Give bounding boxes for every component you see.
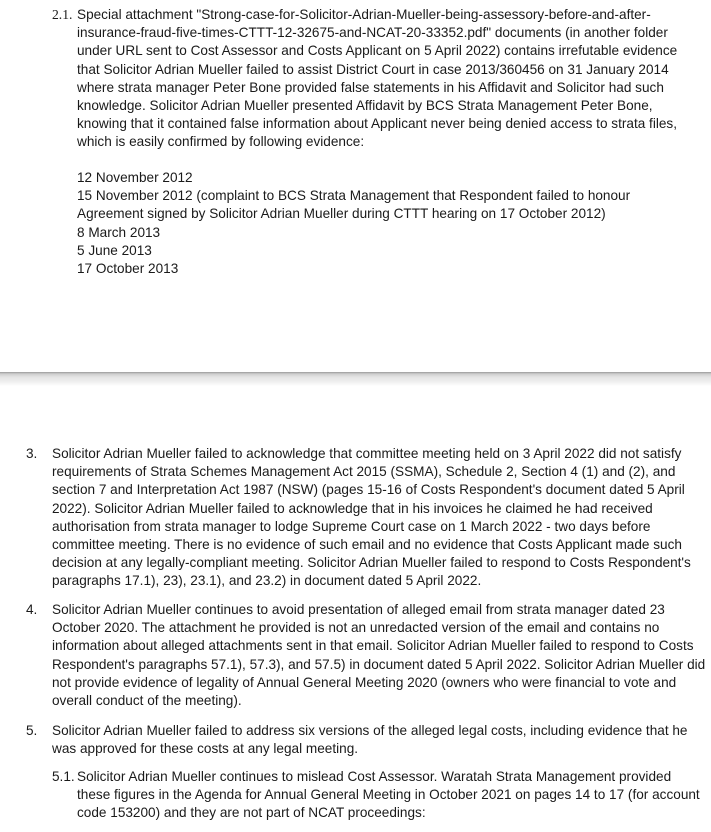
paragraph-text: Solicitor Adrian Mueller continues to avoid presentation of alleged email from strata manager dated 23 October 2020. The attachment he provided is not an unredacted version of the email and contains no information about alleged attachments sent in that email. Solicitor Adrian Mueller failed to respond to Costs Respondent's paragraphs 57.1), 57.3), and 57.5) in document dated 5 April 2022. Solicitor Adrian Mueller did not provide evidence of legality of Annual General Meeting 2020 (owners who were financial to vote and overall conduct of the meeting).: [52, 602, 706, 709]
subparagraph-number: 2.1.: [52, 7, 73, 22]
paragraph-text: Solicitor Adrian Mueller failed to address six versions of the alleged legal costs, including evidence that he was approved for these costs at any legal meeting.: [52, 723, 688, 757]
evidence-date: 12 November 2012: [77, 170, 193, 185]
evidence-date: 17 October 2013: [77, 261, 179, 277]
paragraph-number: 5.: [26, 723, 38, 738]
paragraph-text: Solicitor Adrian Mueller failed to acknowledge that committee meeting held on 3 April 2022 did not satisfy requirements of Strata Schemes Management Act 2015 (SSMA), Schedule 2, Section 4 (1) and (2), and section 7 and Interpretation Act 1987 (NSW) (pages 15-16 of Costs Respondent's document dated 5 April 2022). Solicitor Adrian Mueller failed to acknowledge that in his invoices he claimed he had received authorisation from strata manager to lodge Supreme Court case on 1 March 2022 - two days before committee meeting. There is no evidence of such email and no evidence that Costs Applicant made such decision at any legally-compliant meeting. Solicitor Adrian Mueller failed to respond to Costs Respondent's paragraphs 17.1), 23), 23.1), and 23.2) in document dated 5 April 2022.: [52, 446, 691, 589]
document-page-1: [0, 0, 711, 372]
paragraph-5: [26, 722, 706, 758]
evidence-date: 8 March 2013: [77, 224, 161, 240]
subparagraph-5-1: [52, 768, 702, 823]
evidence-date-list: [77, 169, 697, 278]
paragraph-number: 3.: [26, 446, 38, 461]
subparagraph-2-1: [52, 6, 702, 152]
paragraph-number: 4.: [26, 602, 38, 617]
document-page-2: [0, 386, 711, 832]
subparagraph-text: Solicitor Adrian Mueller continues to mislead Cost Assessor. Waratah Strata Management provided these figures in the Agenda for Annual General Meeting in October 2021 on pages 14 to 17 (for account code 153200) and they are not part of NCAT proceedings:: [77, 769, 700, 821]
page-separator: [0, 372, 711, 386]
paragraph-3: [26, 445, 706, 591]
evidence-date: 15 November 2012 (complaint to BCS Strata Management that Respondent failed to honour Agreement signed by Solicitor Adrian Mueller during CTTT hearing on 17 October 2012): [77, 188, 631, 222]
paragraph-4: [26, 601, 706, 710]
evidence-date: 5 June 2013: [77, 242, 152, 258]
subparagraph-number: 5.1.: [52, 769, 75, 784]
subparagraph-text: Special attachment "Strong-case-for-Solicitor-Adrian-Mueller-being-assessory-before-and-after-insurance-fraud-five-times-CTTT-12-32675-and-NCAT-20-33352.pdf" documents (in another folder under URL sent to Cost Assessor and Costs Applicant on 5 April 2022) contains irrefutable evidence that Solicitor Adrian Mueller failed to assist District Court in case 2013/360456 on 31 January 2014 where strata manager Peter Bone provided false statements in his Affidavit and Solicitor had such knowledge. Solicitor Adrian Mueller presented Affidavit by BCS Strata Management Peter Bone, knowing that it contained false information about Applicant never being denied access to strata files, which is easily confirmed by following evidence:: [77, 7, 678, 150]
